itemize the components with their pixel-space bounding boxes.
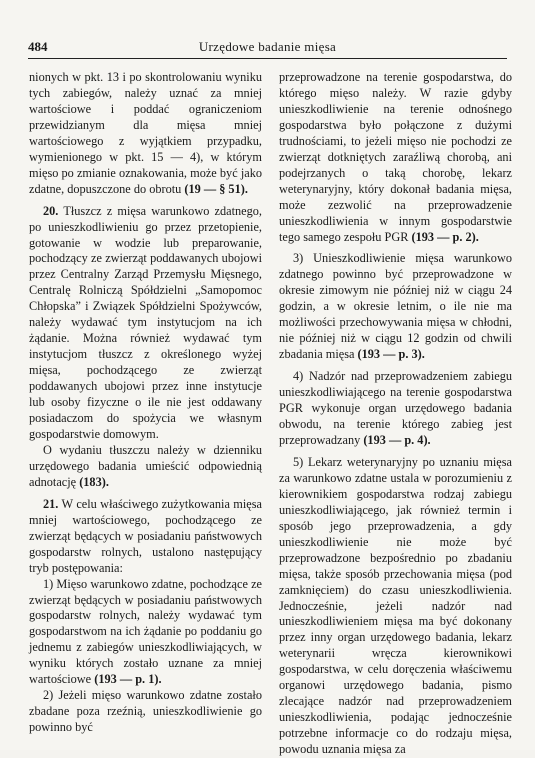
- paragraph-point-5: 5) Lekarz weterynaryjny po uznaniu mięsa za warunkowo zdatne ustala w porozumieniu z kierownikiem gospodarstwa rodzaj zabiegu unieszkodliwiającego, jak również termin i sposób jego przeprowadzenia, a gdy unieszkodliwienie nie może być przeprowadzone bezpośrednio po zbadaniu mięsa, także sposób przechowania mięsa (pod zamknięciem) do czasu unieszkodliwienia. Jednocześnie, jeżeli nadzór nad unieszkodliwieniem mięsa ma być dokonany przez inny organ urzędowego badania, lekarz weterynarii wręcza kierownikowi gospodarstwa, w celu doręczenia właściwemu organowi urzędowego badania, pismo zlecające nadzór nad przeprowadzeniem unieszkodliwienia, podając jednocześnie potrzebne informacje co do rodzaju mięsa, powodu uznania mięsa za: [279, 454, 512, 757]
- paragraph: przeprowadzone na terenie gospodarstwa, do którego mięso należy. W razie gdyby unieszkodliwienie na terenie odnośnego gospodarstwa było połączone z dużymi trudnościami, to jeżeli mięso nie pochodzi ze zwierząt dotkniętych zaraźliwą chorobą, ani podejrzanych o taką chorobę, lekarz weterynaryjny, który dokonał badania mięsa, może zezwolić na przeprowadzenie unieszkodliwienia w innym gospodarstwie tego samego zespołu PGR (193 — p. 2).: [279, 70, 512, 244]
- paragraph-item-21: 21. W celu właściwego zużytkowania mięsa mniej wartościowego, pochodzącego ze zwierząt będących w posiadaniu państwowych gospodarstw rolnych, ustalono następujący tryb postępowania:: [29, 496, 262, 575]
- paragraph-point-4: 4) Nadzór nad przeprowadzeniem zabiegu unieszkodliwiającego na terenie gospodarstwa PGR wykonuje organ urzędowego badania obwodu, na terenie którego zabieg jest przeprowadzany (193 — p. 4).: [279, 369, 512, 447]
- paragraph-point-1: 1) Mięso warunkowo zdatne, pochodzące ze zwierząt będących w posiadaniu państwowych gospodarstw rolnych, należy wydawać tym gospodarstwom na ich żądanie po poddaniu go jednemu z zabiegów unieszkodliwiających, w wyniku których zostało uznane za mniej wartościowe (193 — p. 1).: [29, 576, 262, 687]
- paragraph-point-3: 3) Unieszkodliwienie mięsa warunkowo zdatnego powinno być przeprowadzone w okresie zimowym nie później niż w ciągu 24 godzin, a w okresie letnim, o ile nie ma możliwości przechowywania mięsa w chłodni, nie później niż w ciągu 12 godzin od chwili zbadania mięsa (193 — p. 3).: [279, 251, 512, 362]
- paragraph-point-2: 2) Jeżeli mięso warunkowo zdatne zostało zbadane poza rzeźnią, unieszkodliwienie go powinno być: [29, 688, 262, 735]
- paragraph-item-20: 20. Tłuszcz z mięsa warunkowo zdatnego, po unieszkodliwieniu go przez przetopienie, gotowanie w wodzie lub preparowanie, pochodzący ze zwierząt poddawanych ubojowi przez Centralny Zarząd Przemysłu Mięsnego, Centralę Rolniczą Spółdzielni „Samopomoc Chłopska” i Związek Spółdzielni Spożywców, należy wydawać tym instytucjom na ich żądanie. Można również wydawać tym instytucjom tłuszcz z określonego wyżej mięsa, pochodzącego ze zwierząt poddawanych ubojowi przez inne instytucje lub osoby fizyczne o ile nie jest oddawany posiadaczom do spożycia we własnym gospodarstwie domowym.: [29, 203, 262, 441]
- paragraph: nionych w pkt. 13 i po skontrolowaniu wyniku tych zabiegów, należy uznać za mniej wartościowe i poddać ograniczeniom przewidzianym dla mięsa mniej wartościowego z wyjątkiem przypadku, wymienionego w pkt. 15 — 4), w którym mięso po zmianie oznakowania, może być jako zdatne, dopuszczone do obrotu (19 — § 51).: [29, 70, 262, 196]
- paragraph: O wydaniu tłuszczu należy w dzienniku urzędowego badania umieścić odpowiednią adnotację (183).: [29, 442, 262, 489]
- right-column: [279, 70, 512, 758]
- page-number: 484: [28, 39, 48, 54]
- left-column: [29, 70, 262, 736]
- page-header: [28, 38, 507, 59]
- running-title: Urzędowe badanie mięsa: [198, 39, 337, 54]
